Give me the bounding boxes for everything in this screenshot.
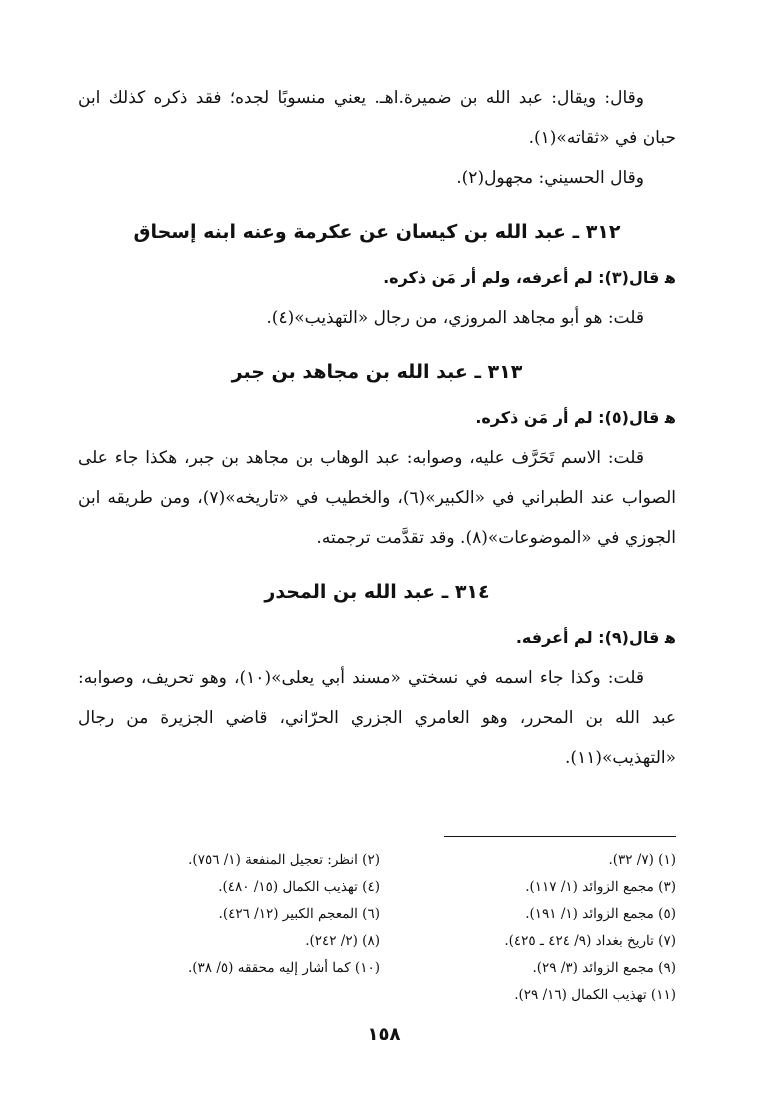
qal-text: قال(٥): لم أر مَن ذكره. <box>475 408 660 427</box>
page-number: ١٥٨ <box>367 1024 401 1045</box>
intro-paragraph: وقال: ويقال: عبد الله بن ضميرة.اهـ. يعني منسوبًا لجده؛ فقد ذكره كذلك ابن حبان في «ثقاته»(١). <box>78 88 676 148</box>
footnote-item: (٥) مجمع الزوائد (١/ ١٩١). <box>525 906 676 922</box>
qal-text: قال(٣): لم أعرفه، ولم أر مَن ذكره. <box>383 268 660 287</box>
footnote-item: (١٠) كما أشار إليه محققه (٥/ ٣٨). <box>187 960 380 976</box>
entry-heading-314: ٣١٤ ـ عبد الله بن المحدر <box>264 581 490 603</box>
qal-line-312 <box>78 258 676 298</box>
footnote-item: (١) (٧/ ٣٢). <box>608 852 676 868</box>
mark-icon: ﻫ <box>664 628 676 647</box>
mark-icon: ﻫ <box>664 268 676 287</box>
page-body <box>78 78 676 778</box>
entry-body-312: قلت: هو أبو مجاهد المروزي، من رجال «التهذيب»(٤). <box>266 308 644 328</box>
footnotes <box>84 848 676 1007</box>
footnote-separator <box>444 836 676 837</box>
entry-heading-313: ٣١٣ ـ عبد الله بن مجاهد بن جبر <box>231 361 523 383</box>
footnote-item: (٧) تاريخ بغداد (٩/ ٤٢٤ ـ ٤٢٥). <box>504 933 676 949</box>
entry-body-313: قلت: الاسم تَحَرَّف عليه، وصوابه: عبد الوهاب بن مجاهد بن جبر، هكذا جاء على الصواب عند الطبراني في «الكبير»(٦)، والخطيب في «تاريخه»(٧)، ومن طريقه ابن الجوزي في «الموضوعات»(٨). وقد تقدَّمت ترجمته. <box>78 448 677 548</box>
qal-line-314 <box>78 618 676 658</box>
mark-icon: ﻫ <box>664 408 676 427</box>
footnote-item: (١١) تهذيب الكمال (١٦/ ٢٩). <box>514 987 676 1003</box>
footnote-item: (٨) (٢/ ٢٤٢). <box>305 933 380 949</box>
husaini-quote: وقال الحسيني: مجهول(٢). <box>456 168 644 188</box>
entry-body-314: قلت: وكذا جاء اسمه في نسختي «مسند أبي يعلى»(١٠)، وهو تحريف، وصوابه: عبد الله بن المحرر، وهو العامري الجزري الحرّاني، قاضي الجزيرة من رجال «التهذيب»(١١). <box>78 668 676 768</box>
footnote-item: (٣) مجمع الزوائد (١/ ١١٧). <box>525 879 676 895</box>
footnote-item: (٢) انظر: تعجيل المنفعة (١/ ٧٥٦). <box>188 852 380 868</box>
footnote-item: (٦) المعجم الكبير (١٢/ ٤٢٦). <box>218 906 380 922</box>
qal-text: قال(٩): لم أعرفه. <box>515 628 660 647</box>
entry-heading-312: ٣١٢ ـ عبد الله بن كيسان عن عكرمة وعنه ابنه إسحاق <box>133 221 621 243</box>
qal-line-313 <box>78 398 676 438</box>
footnote-item: (٤) تهذيب الكمال (١٥/ ٤٨٠). <box>218 879 380 895</box>
footnote-item: (٩) مجمع الزوائد (٣/ ٢٩). <box>532 960 676 976</box>
